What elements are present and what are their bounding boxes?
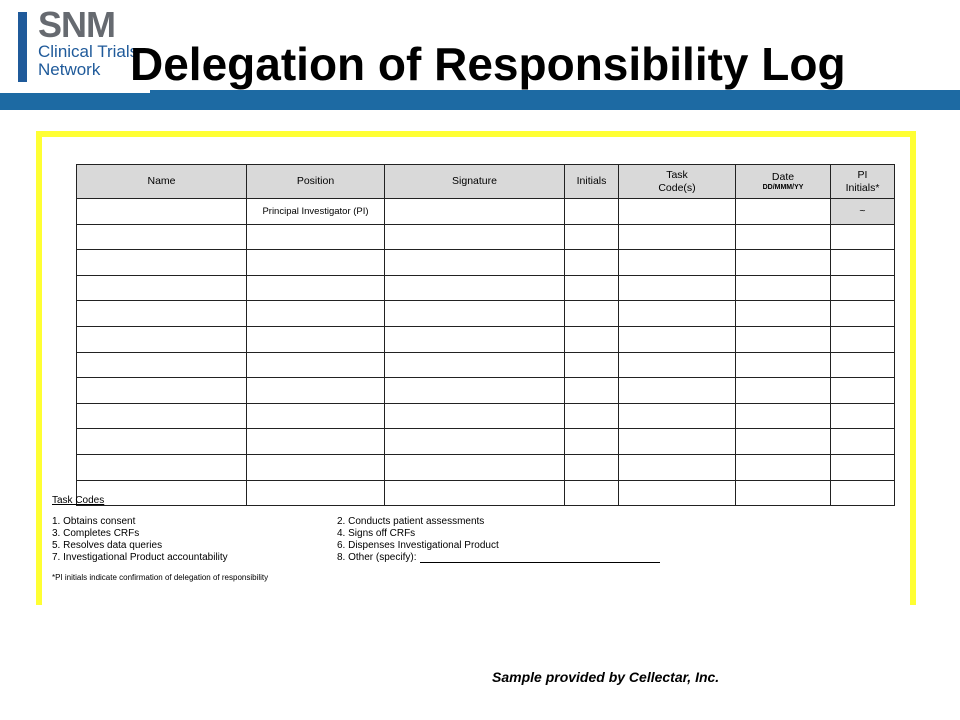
logo-abbrev: SNM xyxy=(38,4,115,45)
cell-name[interactable] xyxy=(77,326,247,352)
cell-signature[interactable] xyxy=(385,275,565,301)
cell-date[interactable] xyxy=(736,403,831,429)
task-code-item: 2. Conducts patient assessments xyxy=(337,516,485,527)
cell-name[interactable] xyxy=(77,403,247,429)
cell-pi-initials[interactable] xyxy=(831,378,895,404)
header-task-line2: Code(s) xyxy=(658,181,696,194)
task-code-item: 7. Investigational Product accountability xyxy=(52,552,228,563)
cell-position[interactable] xyxy=(247,429,385,455)
task-code-item: 3. Completes CRFs xyxy=(52,528,140,539)
cell-task-codes[interactable] xyxy=(619,301,736,327)
task-codes-section xyxy=(52,495,702,582)
cell-pi-initials[interactable] xyxy=(831,454,895,480)
cell-pi-initials[interactable] xyxy=(831,275,895,301)
cell-signature[interactable] xyxy=(385,403,565,429)
cell-name[interactable] xyxy=(77,224,247,250)
header-signature: Signature xyxy=(385,165,565,199)
header-task-codes xyxy=(619,165,736,199)
header-pi-line2: Initials* xyxy=(845,181,880,194)
footnote: *PI initials indicate confirmation of delegation of responsibility xyxy=(52,573,269,582)
header-pi-initials xyxy=(831,165,895,199)
cell-pi-initials[interactable] xyxy=(831,429,895,455)
title-band xyxy=(0,93,960,110)
header-row xyxy=(77,165,895,199)
logo-line1: Clinical Trials xyxy=(38,42,139,61)
cell-initials[interactable] xyxy=(565,301,619,327)
cell-position[interactable] xyxy=(247,378,385,404)
cell-signature[interactable] xyxy=(385,199,565,225)
cell-date[interactable] xyxy=(736,480,831,506)
cell-position[interactable] xyxy=(247,326,385,352)
table-row xyxy=(77,326,895,352)
cell-name[interactable] xyxy=(77,378,247,404)
header-date xyxy=(736,165,831,199)
task-code-item: 6. Dispenses Investigational Product xyxy=(337,540,499,551)
cell-pi-initials[interactable] xyxy=(831,224,895,250)
cell-date[interactable] xyxy=(736,301,831,327)
header-date-format: DD/MMM/YY xyxy=(762,183,804,191)
cell-initials[interactable] xyxy=(565,326,619,352)
cell-position[interactable] xyxy=(247,403,385,429)
cell-date[interactable] xyxy=(736,352,831,378)
cell-signature[interactable] xyxy=(385,454,565,480)
cell-position[interactable] xyxy=(247,224,385,250)
cell-date[interactable] xyxy=(736,326,831,352)
header-initials: Initials xyxy=(565,165,619,199)
table-row xyxy=(77,429,895,455)
cell-name[interactable] xyxy=(77,250,247,276)
cell-pi-initials[interactable] xyxy=(831,250,895,276)
cell-pi-initials[interactable] xyxy=(831,326,895,352)
header-name: Name xyxy=(77,165,247,199)
cell-initials[interactable] xyxy=(565,352,619,378)
cell-pi-initials: ~ xyxy=(831,199,895,225)
task-codes-title: Task Codes xyxy=(52,495,105,506)
cell-position[interactable] xyxy=(247,250,385,276)
cell-name[interactable] xyxy=(77,454,247,480)
page-title: Delegation of Responsibility Log xyxy=(130,38,846,90)
cell-pi-initials[interactable] xyxy=(831,480,895,506)
cell-task-codes[interactable] xyxy=(619,454,736,480)
logo-line2: Network xyxy=(38,60,101,79)
cell-name[interactable] xyxy=(77,429,247,455)
cell-task-codes[interactable] xyxy=(619,224,736,250)
task-code-item-other xyxy=(337,552,687,563)
cell-pi-initials[interactable] xyxy=(831,403,895,429)
task-code-item: 1. Obtains consent xyxy=(52,516,136,527)
cell-task-codes[interactable] xyxy=(619,199,736,225)
cell-signature[interactable] xyxy=(385,224,565,250)
task-code-other-label: 8. Other (specify): xyxy=(337,552,417,563)
cell-date[interactable] xyxy=(736,250,831,276)
table-row xyxy=(77,199,895,225)
table-row xyxy=(77,301,895,327)
cell-signature[interactable] xyxy=(385,250,565,276)
cell-name[interactable] xyxy=(77,301,247,327)
cell-signature[interactable] xyxy=(385,326,565,352)
cell-task-codes[interactable] xyxy=(619,378,736,404)
cell-date[interactable] xyxy=(736,199,831,225)
cell-task-codes[interactable] xyxy=(619,403,736,429)
logo-bar xyxy=(18,12,27,82)
cell-pi-initials[interactable] xyxy=(831,301,895,327)
cell-date[interactable] xyxy=(736,454,831,480)
table-row xyxy=(77,250,895,276)
cell-signature[interactable] xyxy=(385,301,565,327)
cell-initials[interactable] xyxy=(565,275,619,301)
table-row xyxy=(77,454,895,480)
cell-task-codes[interactable] xyxy=(619,326,736,352)
cell-name[interactable] xyxy=(77,352,247,378)
cell-position[interactable] xyxy=(247,454,385,480)
cell-task-codes[interactable] xyxy=(619,352,736,378)
table-row xyxy=(77,378,895,404)
task-code-item: 5. Resolves data queries xyxy=(52,540,163,551)
cell-signature[interactable] xyxy=(385,352,565,378)
cell-initials[interactable] xyxy=(565,454,619,480)
header-position: Position xyxy=(247,165,385,199)
delegation-log-table xyxy=(76,164,895,506)
header-task-line1: Task xyxy=(666,169,688,182)
cell-position[interactable] xyxy=(247,352,385,378)
cell-date[interactable] xyxy=(736,378,831,404)
task-code-item: 4. Signs off CRFs xyxy=(337,528,416,539)
cell-date[interactable] xyxy=(736,429,831,455)
snm-logo xyxy=(18,4,148,85)
cell-initials[interactable] xyxy=(565,250,619,276)
cell-signature[interactable] xyxy=(385,429,565,455)
cell-task-codes[interactable] xyxy=(619,429,736,455)
sample-caption: Sample provided by Cellectar, Inc. xyxy=(492,669,720,685)
table-row xyxy=(77,275,895,301)
cell-pi-initials[interactable] xyxy=(831,352,895,378)
cell-task-codes[interactable] xyxy=(619,250,736,276)
cell-signature[interactable] xyxy=(385,378,565,404)
cell-name[interactable] xyxy=(77,275,247,301)
table-row xyxy=(77,352,895,378)
cell-position: Principal Investigator (PI) xyxy=(247,199,385,225)
table-row xyxy=(77,403,895,429)
cell-position[interactable] xyxy=(247,301,385,327)
header-date-label: Date xyxy=(771,171,795,184)
header-pi-line1: PI xyxy=(857,169,868,182)
table-row xyxy=(77,224,895,250)
other-specify-line[interactable] xyxy=(420,562,660,563)
cell-initials[interactable] xyxy=(565,429,619,455)
document-frame xyxy=(36,131,916,605)
cell-name[interactable] xyxy=(77,199,247,225)
cell-position[interactable] xyxy=(247,275,385,301)
cell-date[interactable] xyxy=(736,275,831,301)
cell-initials[interactable] xyxy=(565,378,619,404)
cell-date[interactable] xyxy=(736,224,831,250)
cell-initials[interactable] xyxy=(565,199,619,225)
cell-initials[interactable] xyxy=(565,403,619,429)
cell-initials[interactable] xyxy=(565,224,619,250)
cell-task-codes[interactable] xyxy=(619,275,736,301)
task-codes-list xyxy=(52,516,702,563)
